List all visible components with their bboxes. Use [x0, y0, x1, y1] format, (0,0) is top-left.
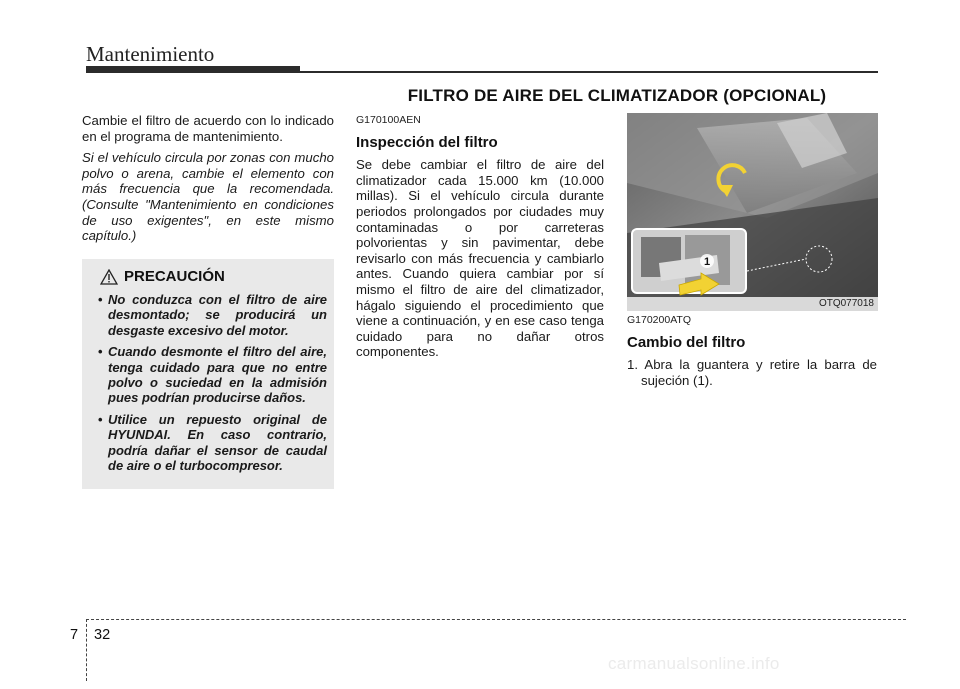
change-heading: Cambio del filtro	[627, 333, 746, 351]
figure-caption-bar	[627, 297, 878, 311]
header-rule-thick	[86, 66, 300, 73]
watermark-text: carmanualsonline.info	[608, 654, 780, 673]
section-title: FILTRO DE AIRE DEL CLIMATIZADOR (OPCIONAL)	[407, 86, 827, 105]
caution-list	[92, 292, 327, 479]
change-column	[627, 313, 877, 394]
figure-callout-number: 1	[704, 256, 711, 268]
page-header-title: Mantenimiento	[86, 42, 215, 66]
intro-paragraph: Cambie el filtro de acuerdo con lo indicado en el programa de mantenimiento.	[82, 113, 334, 144]
caution-box	[82, 259, 334, 489]
inspection-column	[356, 113, 604, 366]
glovebox-photo	[627, 113, 878, 297]
warning-triangle-icon	[100, 269, 118, 285]
caution-item: • Utilice un repuesto original de HYUNDAI. En caso contrario, podría dañar el sensor de caudal de aire o el turbocompresor.	[92, 412, 327, 474]
caution-header	[100, 268, 225, 285]
chapter-number: 7	[70, 627, 79, 643]
change-step-1: 1. Abra la guantera y retire la barra de sujeción (1).	[627, 357, 877, 388]
intro-column	[82, 113, 334, 250]
caution-title: PRECAUCIÓN	[124, 268, 225, 285]
inspection-body: Se debe cambiar el filtro de aire del climatizador cada 15.000 km (10.000 millas). Si el vehículo circula durante periodos prolongados por ciudades muy contaminadas o por carreteras polvorientas y sin pavimentar, debe revisarlo con más frecuencia y cambiarlo antes. Cuando quiera cambiar por sí mismo el filtro de aire del climatizador, hágalo siguiendo el procedimiento que viene a continuación, y en ese caso tenga cuidado para no dañar otros componentes.	[356, 157, 604, 360]
caution-item: • Cuando desmonte el filtro del aire, tenga cuidado para que no entre polvo o suciedad en la admisión pues podrían producirse daños.	[92, 344, 327, 406]
inspection-code: G170100AEN	[356, 114, 421, 126]
inspection-heading: Inspección del filtro	[356, 133, 498, 151]
caution-item: • No conduzca con el filtro de aire desmontado; se producirá un desgaste excesivo del motor.	[92, 292, 327, 338]
footer-rule	[86, 619, 906, 620]
header-rule-thin	[300, 71, 878, 73]
footer-divider	[86, 619, 88, 681]
page-number: 32	[94, 627, 111, 643]
change-code: G170200ATQ	[627, 314, 692, 326]
figure-caption: OTQ077018	[818, 298, 874, 309]
intro-note: Si el vehículo circula por zonas con mucho polvo o arena, cambie el elemento con más frecuencia que la recomendada. (Consulte "Mantenimiento en condiciones de uso exigentes", en este mismo capítulo.)	[82, 150, 334, 244]
